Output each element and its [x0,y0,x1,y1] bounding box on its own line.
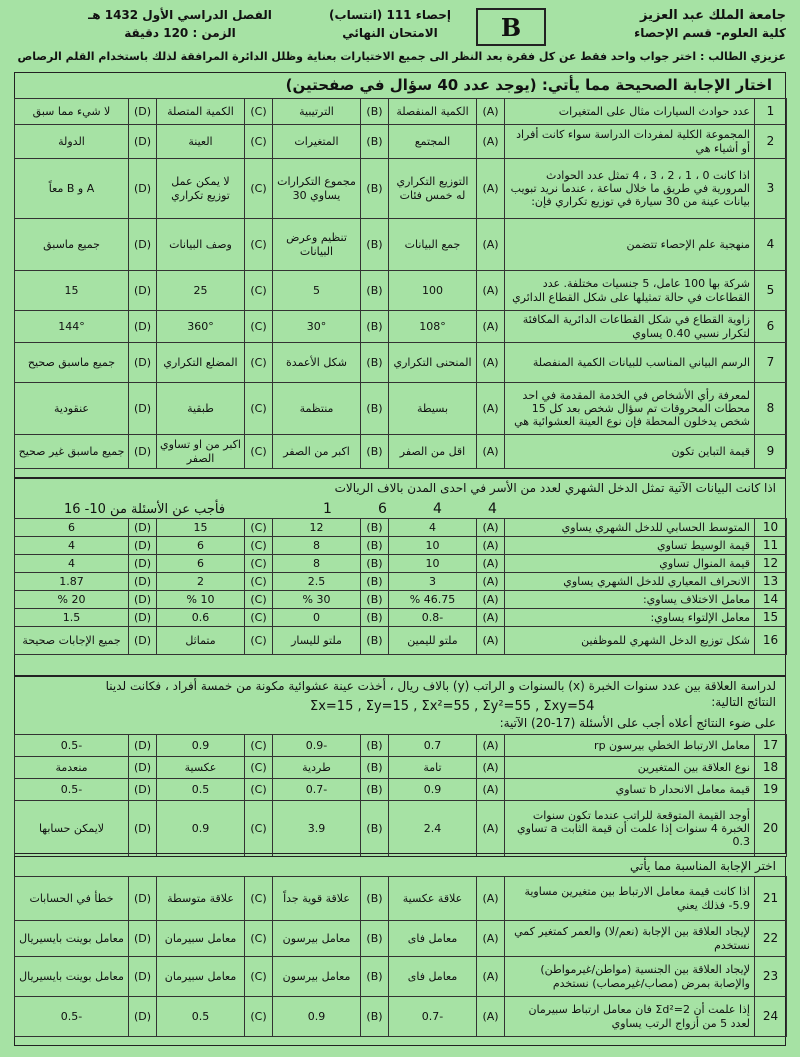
question-number: 23 [755,957,787,997]
option-c: عكسية [157,757,245,779]
option-letter[interactable]: (D) [129,99,157,125]
option-a: تامة [389,757,477,779]
option-b: 0.9 [273,997,361,1037]
option-c: 0.5 [157,779,245,801]
option-b: 12 [273,519,361,537]
option-letter[interactable]: (C) [245,757,273,779]
option-letter[interactable]: (D) [129,801,157,857]
option-c: وصف البيانات [157,219,245,271]
option-letter[interactable]: (D) [129,921,157,957]
option-c: الكمية المتصلة [157,99,245,125]
option-letter[interactable]: (B) [361,435,389,469]
option-letter[interactable]: (A) [477,627,505,655]
question-number: 1 [755,99,787,125]
option-letter[interactable]: (A) [477,311,505,343]
option-letter[interactable]: (D) [129,627,157,655]
question-number: 21 [755,877,787,921]
option-letter[interactable]: (B) [361,125,389,159]
option-letter[interactable]: (C) [245,921,273,957]
option-d: 20 % [15,591,129,609]
option-c: 360° [157,311,245,343]
option-b: المتغيرات [273,125,361,159]
question-text: المتوسط الحسابي للدخل الشهري يساوي [505,519,755,537]
section-3-table [14,734,787,857]
section-2-table [14,518,787,655]
option-c: 0.5 [157,997,245,1037]
option-a: 3 [389,573,477,591]
question-text: لمعرفة رأي الأشخاص في الخدمة المقدمة في احد محطات المحروقات تم سؤال شخص بعد كل 15 شخص يدخلون المحطة فإن نوع العينة العشوائية هي [505,383,755,435]
option-a: المنحنى التكراري [389,343,477,383]
option-d: A و B معاً [15,159,129,219]
option-letter[interactable]: (A) [477,519,505,537]
question-row [15,877,787,921]
option-d: 1.87 [15,573,129,591]
option-a: 10 [389,537,477,555]
option-c: متماثل [157,627,245,655]
option-d: 144° [15,311,129,343]
option-b: -0.9 [273,735,361,757]
option-letter[interactable]: (A) [477,573,505,591]
question-row [15,383,787,435]
option-c: 0.9 [157,735,245,757]
option-c: 6 [157,555,245,573]
option-letter[interactable]: (B) [361,271,389,311]
income-value: 4 [433,501,442,517]
option-d: جميع ماسبق غير صحيح [15,435,129,469]
option-letter[interactable]: (C) [245,125,273,159]
question-text: لإيجاد العلاقة بين الإجابة (نعم/لا) والعمر كمتغير كمي نستخدم [505,921,755,957]
option-b: 0 [273,609,361,627]
option-letter[interactable]: (A) [477,383,505,435]
option-letter[interactable]: (C) [245,219,273,271]
option-a: معامل فاى [389,921,477,957]
question-number: 11 [755,537,787,555]
option-letter[interactable]: (B) [361,735,389,757]
question-number: 20 [755,801,787,857]
option-letter[interactable]: (D) [129,343,157,383]
option-b: طردية [273,757,361,779]
question-text: عدد حوادث السيارات مثال على المتغيرات [505,99,755,125]
question-text: الانحراف المعياري للدخل الشهري يساوي [505,573,755,591]
option-d: عنقودية [15,383,129,435]
section-2-intro: اذا كانت البيانات الآتية تمثل الدخل الشهري لعدد من الأسر في احدى المدن بالاف الريالات [334,481,776,495]
option-c: لا يمكن عمل توزيع تكراري [157,159,245,219]
option-a: 10 [389,555,477,573]
option-letter[interactable]: (D) [129,537,157,555]
income-value: 6 [378,501,387,517]
section-3-intro-1: لدراسة العلاقة بين عدد سنوات الخبرة (x) بالسنوات و الراتب (y) بالاف ريال ، أخذت عينة عشوائية مكونة من خمسة أفراد ، فكانت لدينا [105,679,776,693]
option-letter[interactable]: (B) [361,801,389,857]
option-letter[interactable]: (A) [477,555,505,573]
question-row [15,757,787,779]
option-b: 2.5 [273,573,361,591]
option-letter[interactable]: (C) [245,957,273,997]
question-text: اذا كانت 0 ، 1 ، 2 ، 3 ، 4 تمثل عدد الحوادث المرورية في طريق ما خلال ساعة ، عندما نريد تبويب بيانات عينة من 30 سيارة في توزيع تكراري فإن: [505,159,755,219]
option-c: طبقية [157,383,245,435]
option-letter[interactable]: (B) [361,627,389,655]
option-c: المضلع التكراري [157,343,245,383]
question-number: 3 [755,159,787,219]
option-letter[interactable]: (C) [245,519,273,537]
question-number: 17 [755,735,787,757]
option-c: 25 [157,271,245,311]
option-letter[interactable]: (C) [245,779,273,801]
exam-model: B [476,8,546,46]
option-a: -0.7 [389,997,477,1037]
option-d: معامل بوينت بايسيريال [15,921,129,957]
option-letter[interactable]: (A) [477,801,505,857]
question-row [15,519,787,537]
option-letter[interactable]: (D) [129,519,157,537]
option-d: 4 [15,537,129,555]
option-a: اقل من الصفر [389,435,477,469]
option-c: معامل سبيرمان [157,921,245,957]
question-text: لإيجاد العلاقة بين الجنسية (مواطن/غيرمواطن) والإصابة بمرض (مصاب/غيرمصاب) نستخدم [505,957,755,997]
question-text: قيمة الوسيط تساوي [505,537,755,555]
question-row [15,219,787,271]
question-number: 12 [755,555,787,573]
question-row [15,99,787,125]
question-row [15,555,787,573]
option-a: 4 [389,519,477,537]
option-b: -0.7 [273,779,361,801]
income-values [300,501,520,517]
option-letter[interactable]: (B) [361,383,389,435]
option-a: جمع البيانات [389,219,477,271]
option-letter[interactable]: (B) [361,219,389,271]
question-text: قيمة التباين تكون [505,435,755,469]
option-d: 15 [15,271,129,311]
option-a: ملتو لليمين [389,627,477,655]
question-row [15,311,787,343]
university-name: جامعة الملك عبد العزيز [640,8,786,23]
question-row [15,609,787,627]
option-letter[interactable]: (C) [245,627,273,655]
question-number: 9 [755,435,787,469]
option-d: خطأ في الحسابات [15,877,129,921]
option-a: بسيطة [389,383,477,435]
option-letter[interactable]: (A) [477,343,505,383]
option-d: 6 [15,519,129,537]
question-text: قيمة معامل الانحدار b تساوي [505,779,755,801]
option-d: 4 [15,555,129,573]
option-letter[interactable]: (B) [361,311,389,343]
option-b: اكبر من الصفر [273,435,361,469]
option-a: 46.75 % [389,591,477,609]
option-c: اكبر من او تساوي الصفر [157,435,245,469]
question-row [15,271,787,311]
question-text: نوع العلاقة بين المتغيرين [505,757,755,779]
option-letter[interactable]: (D) [129,757,157,779]
option-a: علاقة عكسية [389,877,477,921]
question-number: 18 [755,757,787,779]
option-d: الدولة [15,125,129,159]
option-b: ملتو لليسار [273,627,361,655]
option-b: تنظيم وعرض البيانات [273,219,361,271]
option-letter[interactable]: (D) [129,957,157,997]
option-letter[interactable]: (A) [477,591,505,609]
option-letter[interactable]: (B) [361,537,389,555]
option-b: 30 % [273,591,361,609]
section-4-title: اختر الإجابة المناسبة مما يأتي [630,859,776,873]
section-3-intro-2: النتائج التالية: [711,695,776,709]
question-number: 22 [755,921,787,957]
option-letter[interactable]: (C) [245,435,273,469]
option-c: العينة [157,125,245,159]
option-b: معامل بيرسون [273,921,361,957]
section-2-instruction: فأجب عن الأسئلة من 10- 16 [64,502,226,517]
option-letter[interactable]: (A) [477,219,505,271]
option-letter[interactable]: (C) [245,159,273,219]
question-number: 4 [755,219,787,271]
option-letter[interactable]: (A) [477,921,505,957]
option-letter[interactable]: (A) [477,99,505,125]
option-letter[interactable]: (A) [477,779,505,801]
question-row [15,159,787,219]
option-letter[interactable]: (D) [129,735,157,757]
option-letter[interactable]: (D) [129,877,157,921]
option-letter[interactable]: (B) [361,877,389,921]
option-letter[interactable]: (C) [245,311,273,343]
option-b: 3.9 [273,801,361,857]
option-c: علاقة متوسطة [157,877,245,921]
question-text: اذا كانت قيمة معامل الارتباط بين متغيرين مساوية 5.9- فذلك يعني [505,877,755,921]
option-b: مجموع التكرارات يساوي 30 [273,159,361,219]
option-letter[interactable]: (C) [245,99,273,125]
question-text: المجموعة الكلية لمفردات الدراسة سواء كانت أفراد أو أشياء هي [505,125,755,159]
option-a: التوزيع التكراري له خمس فئات [389,159,477,219]
option-c: 15 [157,519,245,537]
option-letter[interactable]: (D) [129,779,157,801]
option-letter[interactable]: (D) [129,997,157,1037]
option-letter[interactable]: (B) [361,159,389,219]
option-letter[interactable]: (B) [361,997,389,1037]
instructions: عزيزي الطالب : اختر جواب واحد فقط عن كل فقرة بعد النظر الى جميع الاختيارات بعناية وظلل الدائرة المرافقة لذلك باستخدام القلم الرصاص [17,50,786,63]
option-d: منعدمة [15,757,129,779]
question-row [15,997,787,1037]
option-d: جميع ماسبق [15,219,129,271]
option-letter[interactable]: (C) [245,271,273,311]
option-a: 108° [389,311,477,343]
option-letter[interactable]: (B) [361,343,389,383]
income-value: 4 [488,501,497,517]
option-d: -0.5 [15,735,129,757]
question-number: 8 [755,383,787,435]
question-text: شكل توزيع الدخل الشهري للموظفين [505,627,755,655]
option-letter[interactable]: (C) [245,343,273,383]
question-row [15,125,787,159]
option-letter[interactable]: (D) [129,125,157,159]
option-b: علاقة قوية جداً [273,877,361,921]
option-c: 0.9 [157,801,245,857]
option-c: 10 % [157,591,245,609]
option-d: -0.5 [15,779,129,801]
option-letter[interactable]: (B) [361,99,389,125]
option-letter[interactable]: (B) [361,591,389,609]
sums-formula: Σx=15 , Σy=15 , Σx²=55 , Σy²=55 , Σxy=54 [310,699,595,714]
option-d: لا شيء مما سبق [15,99,129,125]
course-name: إحصاء 111 (انتساب) [329,8,451,22]
option-b: الترتيبية [273,99,361,125]
question-text: معامل الارتباط الخطي بيرسون rp [505,735,755,757]
question-text: قيمة المنوال تساوي [505,555,755,573]
option-b: منتظمة [273,383,361,435]
option-b: معامل بيرسون [273,957,361,997]
option-letter[interactable]: (D) [129,555,157,573]
option-a: 0.9 [389,779,477,801]
option-letter[interactable]: (D) [129,271,157,311]
option-letter[interactable]: (C) [245,555,273,573]
option-letter[interactable]: (A) [477,125,505,159]
option-d: 1.5 [15,609,129,627]
option-b: 30° [273,311,361,343]
option-letter[interactable]: (A) [477,609,505,627]
option-a: -0.8 [389,609,477,627]
option-b: 5 [273,271,361,311]
option-a: 100 [389,271,477,311]
option-d: معامل بوينت بايسيريال [15,957,129,997]
option-letter[interactable]: (B) [361,609,389,627]
section-4-table [14,876,787,1037]
option-a: 0.7 [389,735,477,757]
question-row [15,801,787,857]
question-row [15,957,787,997]
option-b: شكل الأعمدة [273,343,361,383]
question-row [15,921,787,957]
option-letter[interactable]: (D) [129,609,157,627]
option-letter[interactable]: (B) [361,555,389,573]
option-a: الكمية المنفصلة [389,99,477,125]
duration: الزمن : 120 دقيقة [124,26,236,40]
option-d: لايمكن حسابها [15,801,129,857]
option-letter[interactable]: (C) [245,383,273,435]
question-text: منهجية علم الإحصاء تتضمن [505,219,755,271]
option-letter[interactable]: (C) [245,877,273,921]
option-letter[interactable]: (A) [477,159,505,219]
option-letter[interactable]: (C) [245,573,273,591]
option-c: معامل سبيرمان [157,957,245,997]
option-letter[interactable]: (A) [477,877,505,921]
option-a: معامل فاى [389,957,477,997]
question-text: زاوية القطاع في شكل القطاعات الدائرية المكافئة لتكرار نسبي 0.40 يساوي [505,311,755,343]
option-letter[interactable]: (C) [245,609,273,627]
question-number: 19 [755,779,787,801]
question-row [15,735,787,757]
question-text: إذا علمت أن Σd²=2 فان معامل ارتباط سبيرمان لعدد 5 من أزواج الرتب يساوي [505,997,755,1037]
option-letter[interactable]: (B) [361,779,389,801]
option-d: -0.5 [15,997,129,1037]
question-number: 15 [755,609,787,627]
option-letter[interactable]: (C) [245,591,273,609]
question-row [15,435,787,469]
question-text: معامل الإلتواء يساوي: [505,609,755,627]
option-c: 0.6 [157,609,245,627]
option-d: جميع الإجابات صحيحة [15,627,129,655]
question-number: 14 [755,591,787,609]
option-letter[interactable]: (D) [129,591,157,609]
option-letter[interactable]: (A) [477,735,505,757]
question-number: 10 [755,519,787,537]
option-letter[interactable]: (B) [361,757,389,779]
income-value: 1 [323,501,332,517]
option-letter[interactable]: (C) [245,997,273,1037]
option-letter[interactable]: (B) [361,519,389,537]
option-a: 2.4 [389,801,477,857]
option-letter[interactable]: (B) [361,921,389,957]
option-letter[interactable]: (A) [477,757,505,779]
question-row [15,343,787,383]
exam-name: الامتحان النهائي [342,26,438,40]
question-number: 7 [755,343,787,383]
option-letter[interactable]: (B) [361,957,389,997]
option-letter[interactable]: (C) [245,735,273,757]
question-row [15,627,787,655]
question-text: شركة بها 100 عامل، 5 جنسيات مختلفة. عدد القطاعات في حالة تمثيلها على شكل القطاع الدائري [505,271,755,311]
section-3-intro-3: على ضوء النتائج أعلاه أجب على الأسئلة (17-20) الآتية: [499,716,776,730]
question-row [15,573,787,591]
option-letter[interactable]: (D) [129,219,157,271]
option-a: المجتمع [389,125,477,159]
option-letter[interactable]: (A) [477,997,505,1037]
section-1-title: اختار الإجابة الصحيحة مما يأتي: (يوجد عدد 40 سؤال في صفحتين) [285,76,772,94]
question-row [15,591,787,609]
option-c: 2 [157,573,245,591]
question-text: أوجد القيمة المتوقعة للراتب عندما تكون سنوات الخبرة 4 سنوات إذا علمت أن قيمة الثابت a تساوي 0.3 [505,801,755,857]
option-letter[interactable]: (D) [129,311,157,343]
question-number: 16 [755,627,787,655]
option-b: 8 [273,555,361,573]
option-letter[interactable]: (D) [129,383,157,435]
question-number: 2 [755,125,787,159]
option-d: جميع ماسبق صحيح [15,343,129,383]
option-letter[interactable]: (A) [477,435,505,469]
option-letter[interactable]: (A) [477,957,505,997]
question-row [15,537,787,555]
question-number: 6 [755,311,787,343]
option-c: 6 [157,537,245,555]
question-number: 13 [755,573,787,591]
semester: الفصل الدراسي الأول 1432 هـ [88,8,272,22]
option-b: 8 [273,537,361,555]
option-letter[interactable]: (D) [129,573,157,591]
question-text: الرسم البياني المناسب للبيانات الكمية المنفصلة [505,343,755,383]
option-letter[interactable]: (B) [361,573,389,591]
section-1-table [14,98,787,469]
option-letter[interactable]: (C) [245,801,273,857]
question-number: 24 [755,997,787,1037]
question-row [15,779,787,801]
option-letter[interactable]: (D) [129,435,157,469]
faculty-name: كلية العلوم- قسم الإحصاء [634,26,786,40]
option-letter[interactable]: (D) [129,159,157,219]
question-number: 5 [755,271,787,311]
option-letter[interactable]: (C) [245,537,273,555]
option-letter[interactable]: (A) [477,271,505,311]
option-letter[interactable]: (A) [477,537,505,555]
question-text: معامل الاختلاف يساوي: [505,591,755,609]
